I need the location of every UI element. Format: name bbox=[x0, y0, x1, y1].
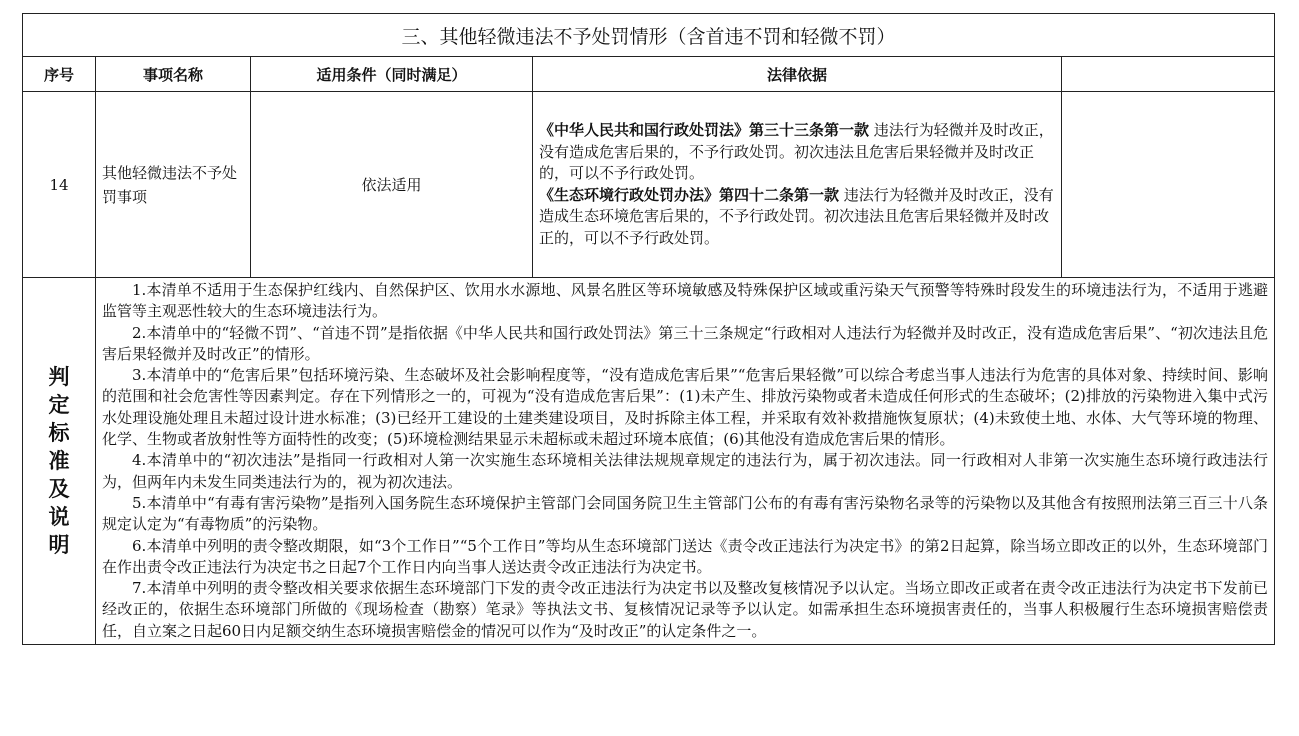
row-item-name: 其他轻微违法不予处罚事项 bbox=[96, 92, 251, 278]
note-paragraph: 1.本清单不适用于生态保护红线内、自然保护区、饮用水水源地、风景名胜区等环境敏感及特殊保护区域或重污染天气预警等特殊时段发生的环境违法行为，不适用于逃避监管等主观恶性较大的生态环境违法行为。 bbox=[102, 281, 1269, 321]
notes-label: 判 定 标 准 及 说 明 bbox=[23, 278, 96, 645]
header-number: 序号 bbox=[23, 57, 96, 92]
header-conditions: 适用条件（同时满足） bbox=[251, 57, 533, 92]
basis-law-text: 违法行为轻微并及时改正，没有造成危害后果的，不予行政处罚。初次违法且危害后果轻微并及时改正的，可以不予行政处罚。 bbox=[539, 121, 1054, 182]
notes-content bbox=[96, 278, 1275, 645]
row-legal-basis bbox=[533, 92, 1062, 278]
row-extra bbox=[1062, 92, 1275, 278]
table-title: 三、其他轻微违法不予处罚情形（含首违不罚和轻微不罚） bbox=[23, 14, 1275, 57]
header-extra bbox=[1062, 57, 1275, 92]
table-row bbox=[23, 92, 1275, 278]
basis-paragraph bbox=[539, 120, 1055, 185]
basis-law-title: 《生态环境行政处罚办法》第四十二条第一款 bbox=[539, 185, 840, 204]
basis-paragraph bbox=[539, 185, 1055, 250]
header-row bbox=[23, 57, 1275, 92]
regulation-table bbox=[22, 13, 1275, 645]
note-paragraph: 5.本清单中“有毒有害污染物”是指列入国务院生态环境保护主管部门会同国务院卫生主管部门公布的有毒有害污染物名录等的污染物以及其他含有按照刑法第三百三十八条规定认定为“有毒物质”的污染物。 bbox=[102, 493, 1269, 534]
note-paragraph: 6.本清单中列明的责令整改期限，如“3个工作日”“5个工作日”等均从生态环境部门送达《责令改正违法行为决定书》的第2日起算，除当场立即改正的以外，生态环境部门在作出责令改正违法行为决定书之日起7个工作日内向当事人送达责令改正违法行为决定书。 bbox=[102, 536, 1269, 576]
note-paragraph: 2.本清单中的“轻微不罚”、“首违不罚”是指依据《中华人民共和国行政处罚法》第三十三条规定“行政相对人违法行为轻微并及时改正，没有造成危害后果”、“初次违法且危害后果轻微并及时改正”的情形。 bbox=[102, 323, 1269, 363]
note-paragraph: 7.本清单中列明的责令整改相关要求依据生态环境部门下发的责令改正违法行为决定书以及整改复核情况予以认定。当场立即改正或者在责令改正违法行为决定书下发前已经改正的，依据生态环境部门所做的《现场检查（勘察）笔录》等执法文书、复核情况记录等予以认定。如需承担生态环境损害责任的，当事人积极履行生态环境损害赔偿责任，自立案之日起60日内足额交纳生态环境损害赔偿金的情况可以作为“及时改正”的认定条件之一。 bbox=[102, 579, 1269, 640]
header-legal-basis: 法律依据 bbox=[533, 57, 1062, 92]
note-paragraph: 3.本清单中的“危害后果”包括环境污染、生态破坏及社会影响程度等，“没有造成危害后果”“危害后果轻微”可以综合考虑当事人违法行为危害的具体对象、持续时间、影响的范围和社会危害性等因素判定。存在下列情形之一的，可视为“没有造成危害后果”：(1)未产生、排放污染物或者未造成任何形式的生态破坏；(2)排放的污染物进入集中式污水处理设施处理且未超过设计进水标准；(3)已经开工建设的土建类建设项目，及时拆除主体工程，并采取有效补救措施恢复原状；(4)未致使土地、水体、大气等环境的物理、化学、生物或者放射性等方面特性的改变；(5)环境检测结果显示未超标或未超过环境本底值；(6)其他没有造成危害后果的情形。 bbox=[102, 366, 1269, 449]
row-number: 14 bbox=[23, 92, 96, 278]
row-conditions: 依法适用 bbox=[251, 92, 533, 278]
basis-law-text: 违法行为轻微并及时改正，没有造成生态环境危害后果的，不予行政处罚。初次违法且危害后果轻微并及时改正的，可以不予行政处罚。 bbox=[539, 185, 1054, 247]
basis-law-title: 《中华人民共和国行政处罚法》第三十三条第一款 bbox=[539, 121, 870, 139]
header-item-name: 事项名称 bbox=[96, 57, 251, 92]
note-paragraph: 4.本清单中的“初次违法”是指同一行政相对人第一次实施生态环境相关法律法规规章规定的违法行为，属于初次违法。同一行政相对人非第一次实施生态环境行政违法行为，但两年内未发生同类违法行为的，视为初次违法。 bbox=[102, 451, 1269, 491]
notes-row bbox=[23, 278, 1275, 645]
